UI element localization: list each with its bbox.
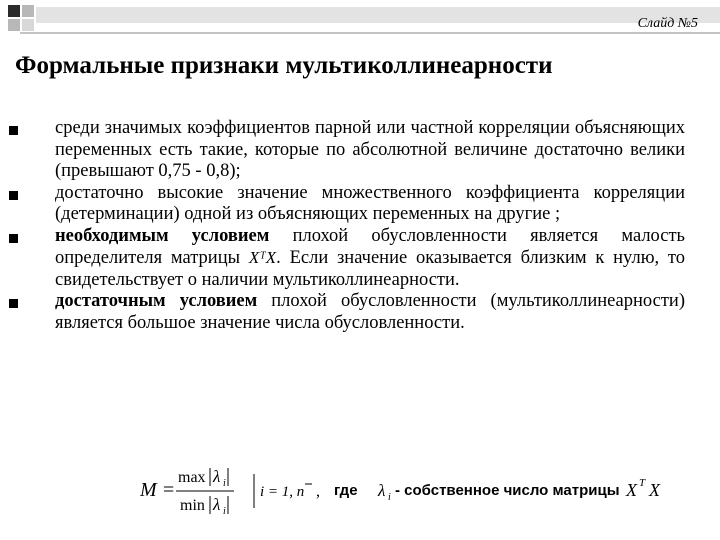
item-text: среди значимых коэффициентов парной или частной корреляции объясняющих переменных есть такие, которые по абсолютной величине достаточно велики (превышают 0,75 - 0,8); (55, 118, 685, 181)
bullet-list (55, 118, 685, 334)
item-bold-text: достаточным условием (55, 291, 258, 311)
formula-range: i = 1, n (260, 484, 305, 500)
formula-sub-def: i (388, 492, 391, 503)
item-bold-text: необходимым условием (55, 225, 270, 246)
square-bullet-icon (9, 299, 18, 308)
formula-sub-den: i (223, 506, 226, 517)
list-item (55, 118, 685, 183)
formula-matrix-x2: X (649, 480, 660, 500)
condition-number-formula (140, 462, 700, 518)
formula-definition: - собственное число матрицы (395, 482, 620, 499)
formula-lambda-den: λ (213, 495, 221, 514)
item-text: достаточно высокие значение множественного коэффициента корреляции (детерминации) одной из объясняющих переменных на другие ; (55, 182, 685, 224)
title-decoration (0, 0, 720, 40)
item-text: . Если значение оказывается близким к нулю, то свидетельствует о наличии мультиколлинеарности. (55, 248, 685, 290)
formula-lhs: M = (140, 479, 176, 501)
formula-comma: , (316, 483, 320, 500)
formula-matrix-x: X (626, 480, 637, 500)
square-bullet-icon (9, 191, 18, 200)
slide-title: Формальные признаки мультиколлинеарности (15, 52, 553, 79)
formula-where: где (334, 482, 358, 499)
formula-max: max (178, 469, 206, 486)
item-text: плохой обусловленности (мультиколлинеарности) является большое значение числа обусловленности. (55, 291, 685, 333)
item-text: плохой обусловленности является малость определителя матрицы (55, 225, 685, 268)
list-item (55, 183, 685, 226)
list-item (55, 226, 685, 292)
formula-lambda-num: λ (213, 467, 221, 486)
formula-sub-num: i (223, 478, 226, 489)
formula-lambda-def: λ (378, 481, 386, 500)
matrix-symbol: XᵀX (248, 248, 277, 267)
list-item (55, 291, 685, 334)
slide-number: Слайд №5 (637, 16, 698, 31)
formula-min: min (180, 497, 205, 514)
square-bullet-icon (9, 234, 18, 243)
square-bullet-icon (9, 126, 18, 135)
formula-matrix-t: T (639, 477, 646, 489)
